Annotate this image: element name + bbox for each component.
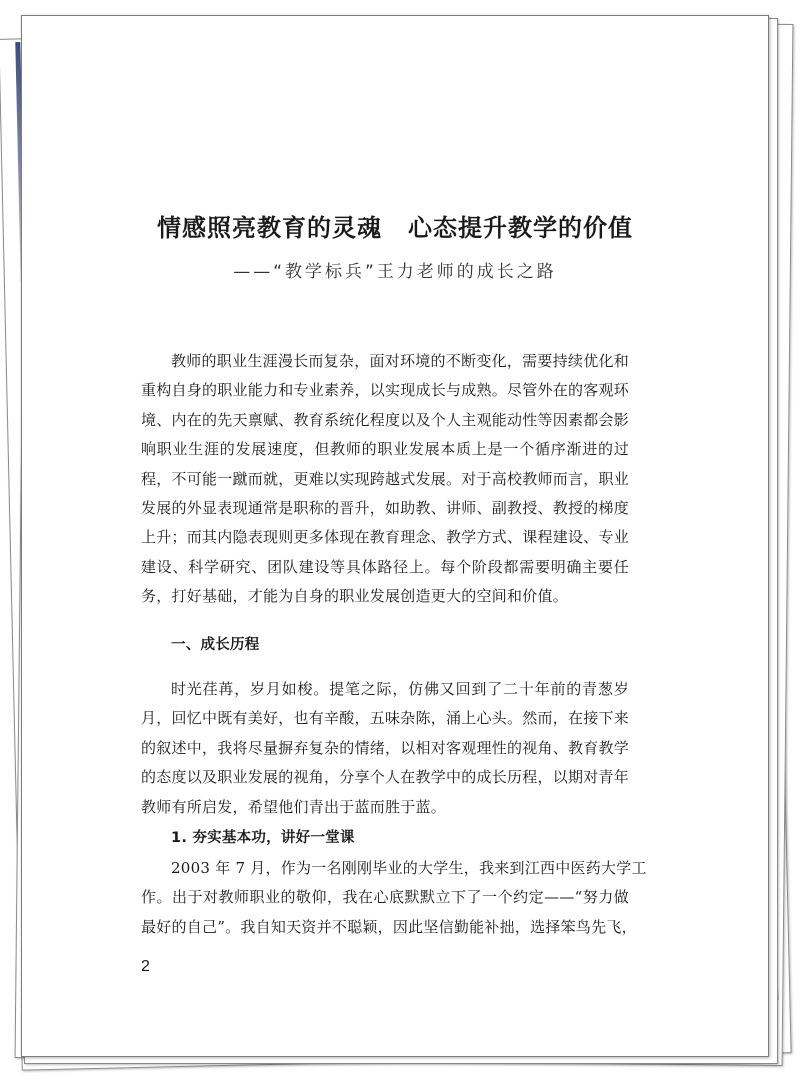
- text-line: 境、内在的先天禀赋、教育系统化程度以及个人主观能动性等因素都会影: [141, 410, 630, 429]
- title-part-2: 心态提升教学的价值: [408, 213, 633, 242]
- text-line: 的态度以及职业发展的视角，分享个人在教学中的成长历程，以期对青年: [141, 768, 630, 787]
- text-line: 发展的外显表现通常是职称的晋升，如助教、讲师、副教授、教授的梯度: [141, 498, 630, 517]
- article-subtitle: ——“教学标兵”王力老师的成长之路: [233, 262, 557, 282]
- text-line: 重构自身的职业能力和专业素养，以实现成长与成熟。尽管外在的客观环: [141, 381, 630, 400]
- text-line: 时光荏苒，岁月如梭。提笔之际，仿佛又回到了二十年前的青葱岁: [171, 680, 629, 698]
- article-title: [22, 208, 768, 243]
- section-heading-1: [141, 631, 629, 660]
- subsection-1-paragraph: [141, 854, 647, 942]
- text-line: 2003 年 7 月，作为一名刚刚毕业的大学生，我来到江西中医药大学工: [171, 859, 647, 877]
- section-1-paragraph: [141, 675, 629, 822]
- text-line: 响职业生涯的发展速度，但教师的职业发展本质上是一个循序渐进的过: [141, 440, 629, 459]
- page-number: 2: [141, 958, 150, 975]
- text-line: 建设、科学研究、团队建设等具体路径上。每个阶段都需要明确主要任: [141, 557, 629, 576]
- text-line: 教师有所启发，希望他们青出于蓝而胜于蓝。: [141, 797, 447, 816]
- title-part-1: 情感照亮教育的灵魂: [157, 213, 382, 242]
- subsection-heading-text: 1. 夯实基本功，讲好一堂课: [171, 830, 355, 846]
- subsection-heading-1: [141, 824, 629, 853]
- text-line: 最好的自己”。我自知天资并不聪颖，因此坚信勤能补拙，选择笨鸟先飞，: [141, 917, 637, 936]
- text-line: 的叙述中，我将尽量摒弃复杂的情绪，以相对客观理性的视角、教育教学: [141, 738, 630, 757]
- text-line: 程，不可能一蹴而就，更难以实现跨越式发展。对于高校教师而言，职业: [141, 469, 630, 488]
- text-line: 作。出于对教师职业的敬仰，我在心底默默立下了一个约定——“努力做: [141, 888, 629, 907]
- section-heading-text: 一、成长历程: [171, 637, 260, 653]
- document-page: [21, 15, 769, 1057]
- text-line: 务，打好基础，才能为自身的职业发展创造更大的空间和价值。: [141, 587, 569, 606]
- text-line: 月，回忆中既有美好，也有辛酸，五味杂陈，涌上心头。然而，在接下来: [141, 709, 630, 728]
- text-line: 教师的职业生涯漫长而复杂，面对环境的不断变化，需要持续优化和: [171, 352, 629, 370]
- intro-paragraph: [141, 347, 629, 612]
- text-line: 上升；而其内隐表现则更多体现在教育理念、教学方式、课程建设、专业: [141, 528, 630, 547]
